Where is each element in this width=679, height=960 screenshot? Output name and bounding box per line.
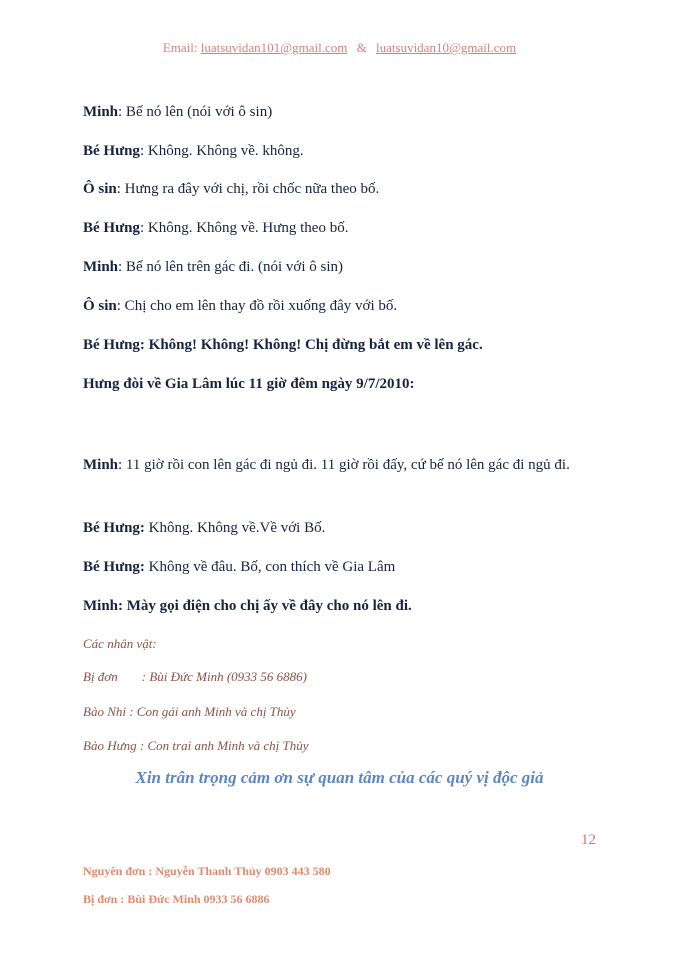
email-separator: & [356, 40, 367, 55]
characters-heading: Các nhân vật: [83, 636, 157, 651]
dialogue-line: Minh: Bế nó lên trên gác đi. (nói với ô sin) [83, 259, 343, 275]
dialogue-line: Ô sin: Hưng ra đây với chị, rồi chốc nữa theo bố. [83, 181, 380, 197]
dialogue-line: Minh: 11 giờ rồi con lên gác đi ngủ đi. 11 giờ rồi đấy, cứ bế nó lên gác đi ngủ đi. [83, 457, 570, 473]
dialogue-line: Ô sin: Chị cho em lên thay đồ rồi xuống đây với bố. [83, 298, 398, 314]
dialogue-line: Bé Hưng: Không. Không về. Hưng theo bố. [83, 220, 349, 236]
thank-you-message: Xin trân trọng cảm ơn sự quan tâm của các quý vị độc giả [135, 768, 544, 787]
character-line: Bảo Hưng : Con trai anh Minh và chị Thủy [83, 738, 309, 753]
dialogue-line-bold: Bé Hưng: Không! Không! Không! Chị đừng bắt em về lên gác. [83, 337, 483, 353]
dialogue-line-bold: Minh: Mày gọi điện cho chị ấy về đây cho nó lên đi. [83, 598, 412, 614]
footer-defendant: Bị đơn : Bùi Đức Minh 0933 56 6886 [83, 892, 270, 906]
page-number: 12 [581, 832, 596, 848]
page-header [0, 40, 679, 56]
dialogue-line: Bé Hưng: Không. Không về. không. [83, 143, 304, 159]
email-link-2[interactable]: luatsuvidan10@gmail.com [376, 40, 517, 55]
character-line: Bảo Nhi : Con gái anh Minh và chị Thủy [83, 704, 296, 719]
section-heading: Hưng đòi về Gia Lâm lúc 11 giờ đêm ngày 9/7/2010: [83, 376, 415, 392]
dialogue-line: Bé Hưng: Không về đâu. Bố, con thích về Gia Lâm [83, 559, 396, 575]
footer-plaintiff: Nguyên đơn : Nguyễn Thanh Thủy 0903 443 580 [83, 864, 331, 878]
character-line: Bị đơn : Bùi Đức Minh (0933 56 6886) [83, 669, 307, 684]
dialogue-line: Minh: Bế nó lên (nói với ô sin) [83, 104, 273, 120]
email-prefix: Email: [162, 40, 198, 55]
dialogue-line: Bé Hưng: Không. Không về.Về với Bố. [83, 520, 326, 536]
email-link-1[interactable]: luatsuvidan101@gmail.com [200, 40, 348, 55]
